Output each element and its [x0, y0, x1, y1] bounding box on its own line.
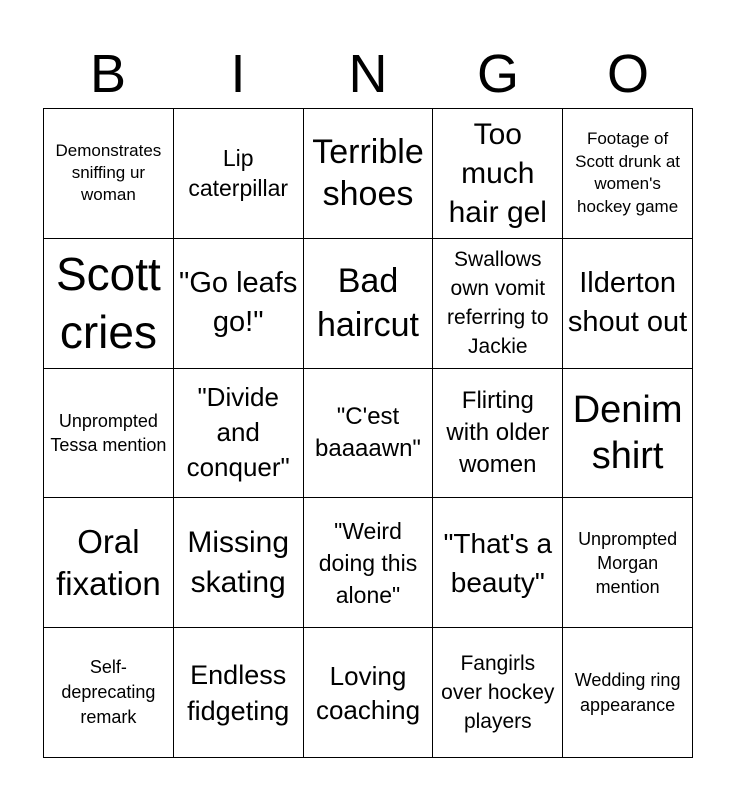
- bingo-cell[interactable]: Oral fixation: [44, 498, 174, 628]
- bingo-cell[interactable]: "Weird doing this alone": [304, 498, 434, 628]
- bingo-cell[interactable]: Lip caterpillar: [174, 109, 304, 239]
- bingo-cell[interactable]: Ilderton shout out: [563, 239, 693, 369]
- bingo-cell[interactable]: Loving coaching: [304, 628, 434, 758]
- header-letter-i: I: [230, 44, 246, 104]
- bingo-header: [43, 40, 693, 108]
- bingo-cell[interactable]: "C'est baaaawn": [304, 369, 434, 499]
- bingo-cell[interactable]: Self-deprecating remark: [44, 628, 174, 758]
- header-letter-g: G: [476, 44, 519, 104]
- bingo-cell[interactable]: Swallows own vomit referring to Jackie: [433, 239, 563, 369]
- bingo-cell[interactable]: Missing skating: [174, 498, 304, 628]
- bingo-cell[interactable]: Scott cries: [44, 239, 174, 369]
- bingo-cell[interactable]: "Divide and conquer": [174, 369, 304, 499]
- bingo-cell[interactable]: Too much hair gel: [433, 109, 563, 239]
- header-letter-n: N: [348, 44, 388, 104]
- bingo-cell[interactable]: Fangirls over hockey players: [433, 628, 563, 758]
- bingo-cell[interactable]: Denim shirt: [563, 369, 693, 499]
- bingo-cell[interactable]: Endless fidgeting: [174, 628, 304, 758]
- bingo-cell[interactable]: "That's a beauty": [433, 498, 563, 628]
- header-letter-o: O: [606, 44, 649, 104]
- bingo-cell[interactable]: Unprompted Morgan mention: [563, 498, 693, 628]
- bingo-grid: [43, 108, 693, 758]
- bingo-cell[interactable]: Flirting with older women: [433, 369, 563, 499]
- bingo-cell[interactable]: Unprompted Tessa mention: [44, 369, 174, 499]
- bingo-cell[interactable]: "Go leafs go!": [174, 239, 304, 369]
- bingo-cell[interactable]: Footage of Scott drunk at women's hockey game: [563, 109, 693, 239]
- header-letter-b: B: [89, 44, 127, 104]
- bingo-cell[interactable]: Bad haircut: [304, 239, 434, 369]
- bingo-cell[interactable]: Wedding ring appearance: [563, 628, 693, 758]
- bingo-cell[interactable]: Demonstrates sniffing ur woman: [44, 109, 174, 239]
- bingo-cell[interactable]: Terrible shoes: [304, 109, 434, 239]
